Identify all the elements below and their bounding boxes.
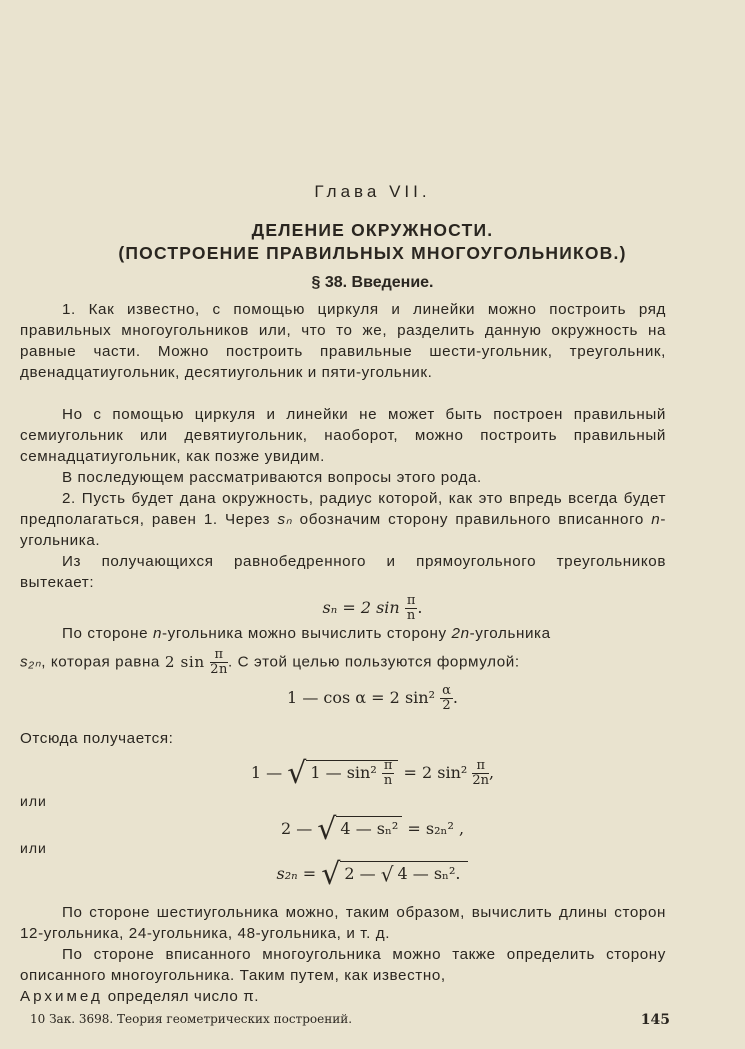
formula-3-fraction-2 xyxy=(472,759,489,788)
formula-1-left: sₙ = 2 sin xyxy=(322,598,400,617)
formula-2-left: 1 — cos α = 2 sin² xyxy=(287,688,435,707)
formula-5-outer: 2 — xyxy=(344,864,376,883)
paragraph-4-part-b: обозначим сторону правильного вписанного xyxy=(292,511,652,528)
paragraph-10: По стороне вписанного многоугольника можно также определить сторону описанного многоугольника. Таким путем, как известно, xyxy=(20,946,666,984)
paragraph-2: Но с помощью циркуля и линейки не может быть построен правильный семиугольник или девятиугольник, наоборот, можно построить правильный семнадцатиугольник, как позже увидим. xyxy=(20,406,666,465)
symbol-sn: sₙ xyxy=(277,511,293,528)
footer-note: 10 Зак. 3698. Теория геометрических построений. xyxy=(30,1012,353,1026)
fraction-denominator: 2 xyxy=(442,698,451,713)
root-sign-icon: √ xyxy=(380,862,394,887)
fraction-denominator: n xyxy=(383,773,393,788)
symbol-2n: 2n xyxy=(451,625,470,642)
formula-5-left: s₂ₙ = xyxy=(276,864,317,883)
fraction-denominator: n xyxy=(406,608,416,623)
formula-1-fraction xyxy=(405,594,418,623)
formula-3-radicand xyxy=(306,758,398,788)
paragraph-6-part-c: -угольника xyxy=(469,625,551,642)
root-sign-icon: √ xyxy=(287,756,307,791)
paragraph-11-rest: определял число π. xyxy=(102,988,260,1005)
paragraph-1: 1. Как известно, с помощью циркуля и линейки можно построить ряд правильных многоугольников или, что то же, разделить данную окружность на равные части. Можно построить правильные шести-угольник, треугольник, двенадцатиугольник, десятиугольник и пяти-угольник. xyxy=(20,301,666,381)
paragraph-6-part-a: По стороне xyxy=(62,625,153,642)
formula-3 xyxy=(0,756,745,791)
root-sign-icon: √ xyxy=(321,857,341,892)
formula-2-end: . xyxy=(452,688,458,707)
fraction-numerator: π xyxy=(210,648,228,663)
paragraph-7-part-b: . С этой целью пользуются формулой: xyxy=(228,653,520,671)
paragraph-4-part-c: -угольника. xyxy=(20,511,666,549)
formula-3-left: 1 — xyxy=(250,763,283,782)
paragraph-5: Из получающихся равнобедренного и прямоугольного треугольников вытекает: xyxy=(20,553,666,591)
fraction-numerator: π xyxy=(406,593,416,608)
paragraph-6-part-b: -угольника можно вычислить сторону xyxy=(162,625,452,642)
formula-3-middle: = 2 sin² xyxy=(403,763,468,782)
inline-formula-fraction xyxy=(210,648,228,677)
paragraph-6 xyxy=(20,623,666,644)
formula-4 xyxy=(0,812,745,847)
connector-or-2: или xyxy=(20,840,47,856)
formula-half-angle xyxy=(0,684,745,713)
fraction-denominator: 2n xyxy=(472,773,490,788)
formula-4-left: 2 — xyxy=(280,819,313,838)
paragraph-9: По стороне шестиугольника можно, таким образом, вычислить длины сторон 12-угольника, 24-угольника, 48-угольника, и т. д. xyxy=(20,904,666,942)
formula-3-inside: 1 — sin² xyxy=(310,763,377,782)
paragraph-4 xyxy=(20,488,666,551)
chapter-title-line-2: (ПОСТРОЕНИЕ ПРАВИЛЬНЫХ МНОГОУГОЛЬНИКОВ.) xyxy=(118,243,627,263)
chapter-heading: Глава VII. xyxy=(314,182,431,201)
paragraph-3: В последующем рассматриваются вопросы этого рода. xyxy=(62,469,482,486)
page-number: 145 xyxy=(640,1012,670,1028)
root-sign-icon: √ xyxy=(317,812,337,847)
paragraph-7 xyxy=(20,648,666,677)
fraction-numerator: π xyxy=(472,759,489,774)
paragraph-11 xyxy=(20,986,666,1007)
formula-3-fraction-1 xyxy=(382,759,395,788)
section-heading: § 38. Введение. xyxy=(311,274,434,291)
formula-5 xyxy=(0,857,745,892)
fraction-numerator: α xyxy=(442,683,451,698)
formula-2-fraction xyxy=(440,684,453,713)
formula-4-right: = s₂ₙ² , xyxy=(407,819,465,838)
inline-formula xyxy=(164,647,229,677)
symbol-n: n xyxy=(152,625,163,642)
name-archimedes: Архимед xyxy=(20,988,103,1005)
chapter-title-line-1: ДЕЛЕНИЕ ОКРУЖНОСТИ. xyxy=(251,220,494,240)
formula-1-end: . xyxy=(417,598,423,617)
inline-formula-prefix: 2 sin xyxy=(164,652,205,671)
paragraph-7-part-a: , которая равна xyxy=(41,653,165,671)
symbol-n: n xyxy=(651,511,661,528)
formula-5-inner-radicand: 4 — sₙ². xyxy=(393,861,464,883)
paragraph-4-part-a: 2. Пусть будет дана окружность, радиус которой, как это впредь всегда будет предполагаться, равен 1. Через xyxy=(20,490,666,528)
formula-4-radicand: 4 — sₙ² xyxy=(336,816,402,838)
fraction-denominator: 2n xyxy=(210,662,229,677)
formula-5-radicand xyxy=(340,861,468,887)
formula-side-n xyxy=(0,594,745,623)
formula-3-end: , xyxy=(489,763,495,782)
connector-or-1: или xyxy=(20,793,47,809)
symbol-s2n: s₂ₙ xyxy=(20,653,42,671)
paragraph-8: Отсюда получается: xyxy=(20,730,174,747)
fraction-numerator: π xyxy=(383,758,393,773)
page-footer xyxy=(30,1012,670,1026)
